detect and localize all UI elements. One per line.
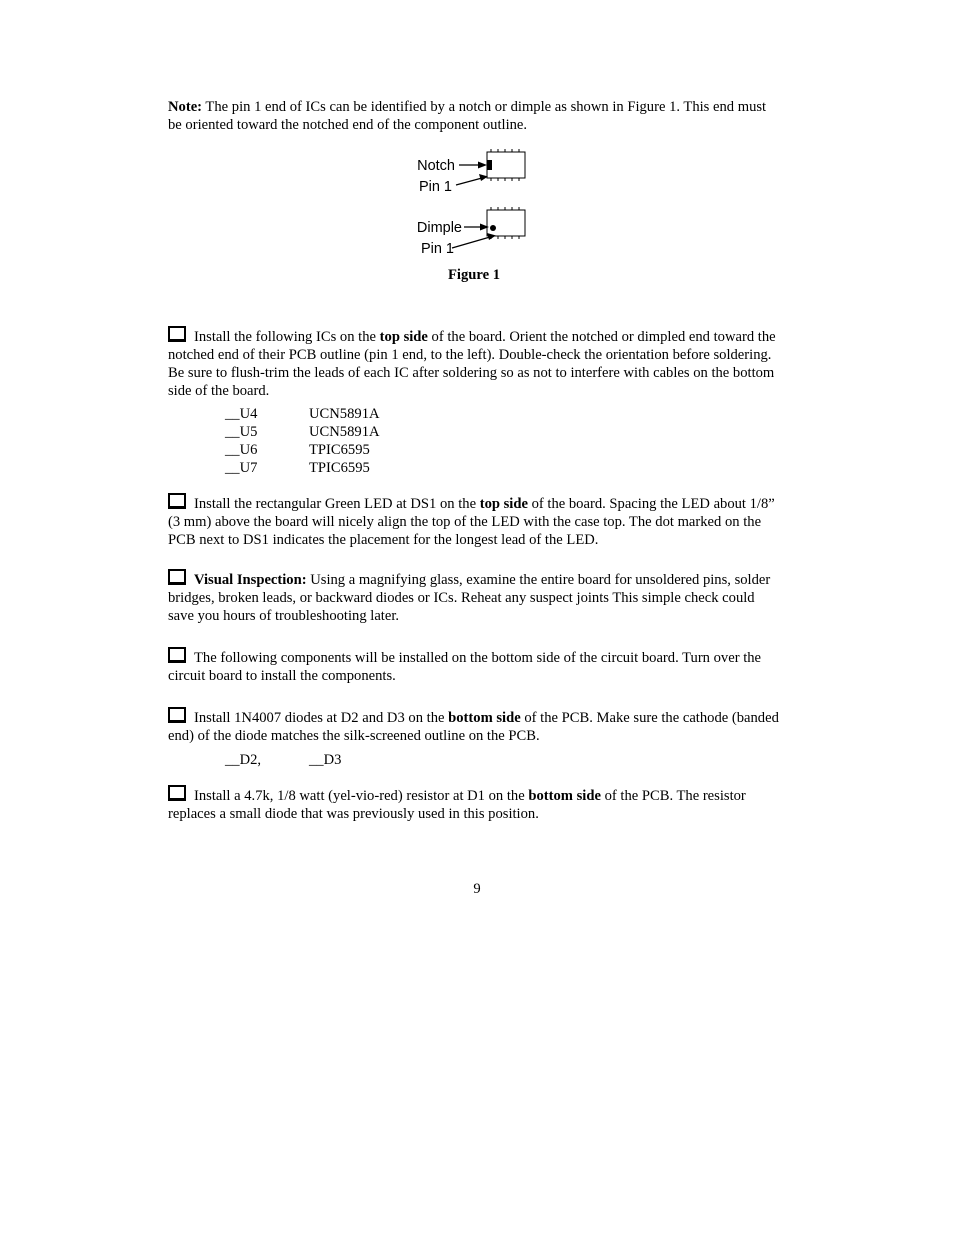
checkbox-icon[interactable] (168, 493, 186, 509)
step-install-led (168, 493, 780, 549)
parts-row: __U6 TPIC6595 (225, 442, 370, 458)
parts-row: __U4 UCN5891A (225, 406, 380, 422)
note-paragraph (168, 98, 780, 134)
notch-label: Notch (417, 158, 455, 174)
page-number: 9 (473, 881, 481, 897)
notch-mark (487, 160, 492, 170)
step-text: Install a 4.7k, 1/8 watt (yel-vio-red) resistor at D1 on the bottom side of the PCB. The resistor replaces a small diode that was previously used in this position. (168, 785, 780, 823)
dimple-mark (490, 225, 496, 231)
step-install-diodes (168, 707, 780, 769)
ic-dimple-package (487, 207, 525, 239)
figure-1 (168, 148, 780, 290)
step-text: The following components will be installed on the bottom side of the circuit board. Turn over the circuit board to install the components. (168, 647, 780, 685)
step-text: Install 1N4007 diodes at D2 and D3 on the bottom side of the PCB. Make sure the cathode (banded end) of the diode matches the silk-screened outline on the PCB. (168, 707, 780, 745)
step-text: Visual Inspection: Using a magnifying glass, examine the entire board for unsoldered pins, solder bridges, broken leads, or backward diodes or ICs. Reheat any suspect joints This simple check could save you hours of troubleshooting later. (168, 569, 780, 625)
step-visual-inspection (168, 569, 780, 625)
note-text: The pin 1 end of ICs can be identified by a notch or dimple as shown in Figure 1. This end must be oriented toward the notched end of the component outline. (168, 99, 767, 133)
pin1-bottom-label: Pin 1 (420, 241, 454, 257)
checkbox-icon[interactable] (168, 569, 186, 585)
checkbox-icon[interactable] (168, 326, 186, 342)
step-turn-board (168, 647, 780, 685)
diode-parts-list: __D2, __D3 (225, 752, 342, 768)
notch-arrow (459, 162, 487, 169)
note-label: Note: (168, 99, 203, 115)
pin1-top-arrow (456, 174, 488, 185)
parts-row: __U7 TPIC6595 (225, 460, 370, 476)
checkbox-icon[interactable] (168, 707, 186, 723)
ic-orientation-diagram (408, 148, 538, 268)
parts-row: __U5 UCN5891A (225, 424, 380, 440)
ic-parts-list (225, 405, 780, 477)
pin1-top-label: Pin 1 (418, 179, 452, 195)
checkbox-icon[interactable] (168, 647, 186, 663)
step-install-ics (168, 326, 780, 477)
dimple-arrow (464, 224, 489, 231)
ic-notch-package (487, 149, 525, 181)
dimple-label: Dimple (416, 220, 462, 236)
figure-caption: Figure 1 (447, 267, 501, 283)
checkbox-icon[interactable] (168, 785, 186, 801)
document-page (168, 98, 780, 823)
step-text: Install the rectangular Green LED at DS1 on the top side of the board. Spacing the LED about 1/8” (3 mm) above the board will nicely align the top of the LED with the case top. The dot marked on the PCB next to DS1 indicates the placement for the longest lead of the LED. (168, 493, 780, 549)
step-install-resistor (168, 785, 780, 823)
step-text: Install the following ICs on the top side of the board. Orient the notched or dimpled end toward the notched end of their PCB outline (pin 1 end, to the left). Double-check the orientation before soldering. Be sure to flush-trim the leads of each IC after soldering so as not to interfere with cables on the bottom side of the board. (168, 326, 780, 400)
